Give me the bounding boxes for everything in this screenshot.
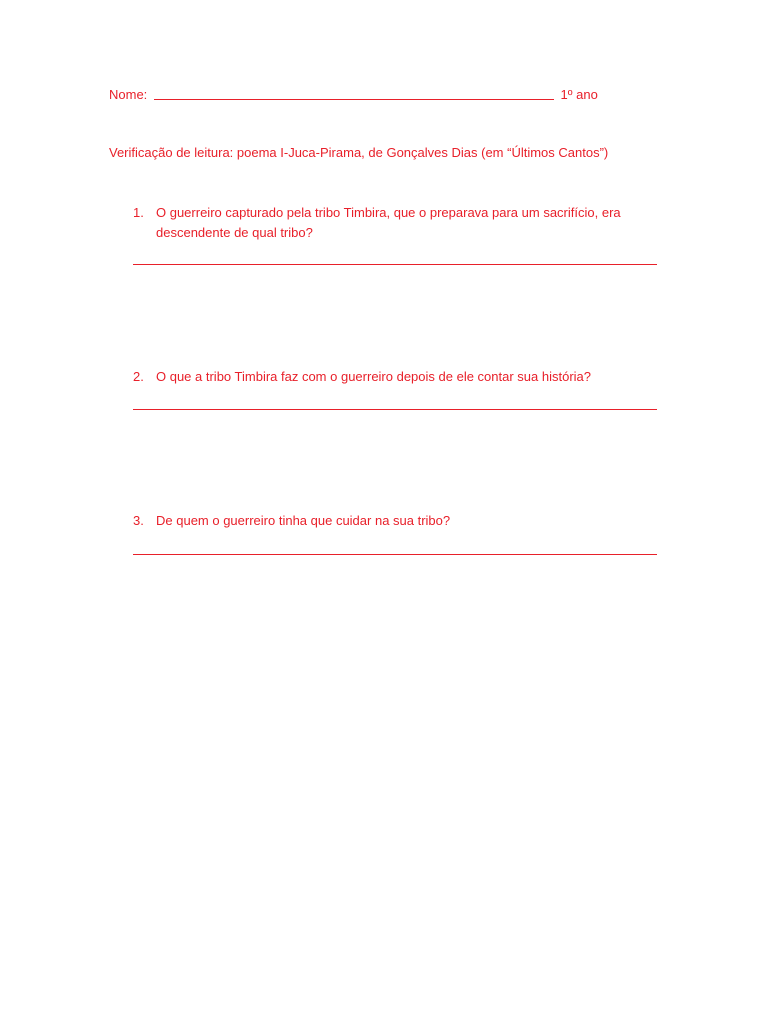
question-text: O guerreiro capturado pela tribo Timbira, que o preparava para um sacrifício, era descendente de qual tribo? [156, 205, 621, 240]
question-text: De quem o guerreiro tinha que cuidar na sua tribo? [156, 513, 451, 528]
question-number: 2. [133, 369, 144, 384]
question-number: 3. [133, 513, 144, 528]
answer-line-3[interactable] [133, 554, 657, 555]
question-3 [133, 511, 663, 531]
name-label: Nome: [109, 87, 148, 102]
answer-line-2[interactable] [133, 409, 657, 410]
name-blank[interactable] [154, 86, 554, 100]
name-row [109, 86, 598, 102]
question-number: 1. [133, 205, 144, 220]
question-1 [133, 203, 663, 243]
worksheet-subtitle: Verificação de leitura: poema I-Juca-Pirama, de Gonçalves Dias (em “Últimos Cantos”) [109, 145, 609, 160]
question-text: O que a tribo Timbira faz com o guerreiro depois de ele contar sua história? [156, 369, 592, 384]
answer-line-1[interactable] [133, 264, 657, 265]
grade-label: 1º ano [560, 87, 598, 102]
question-2 [133, 367, 663, 387]
